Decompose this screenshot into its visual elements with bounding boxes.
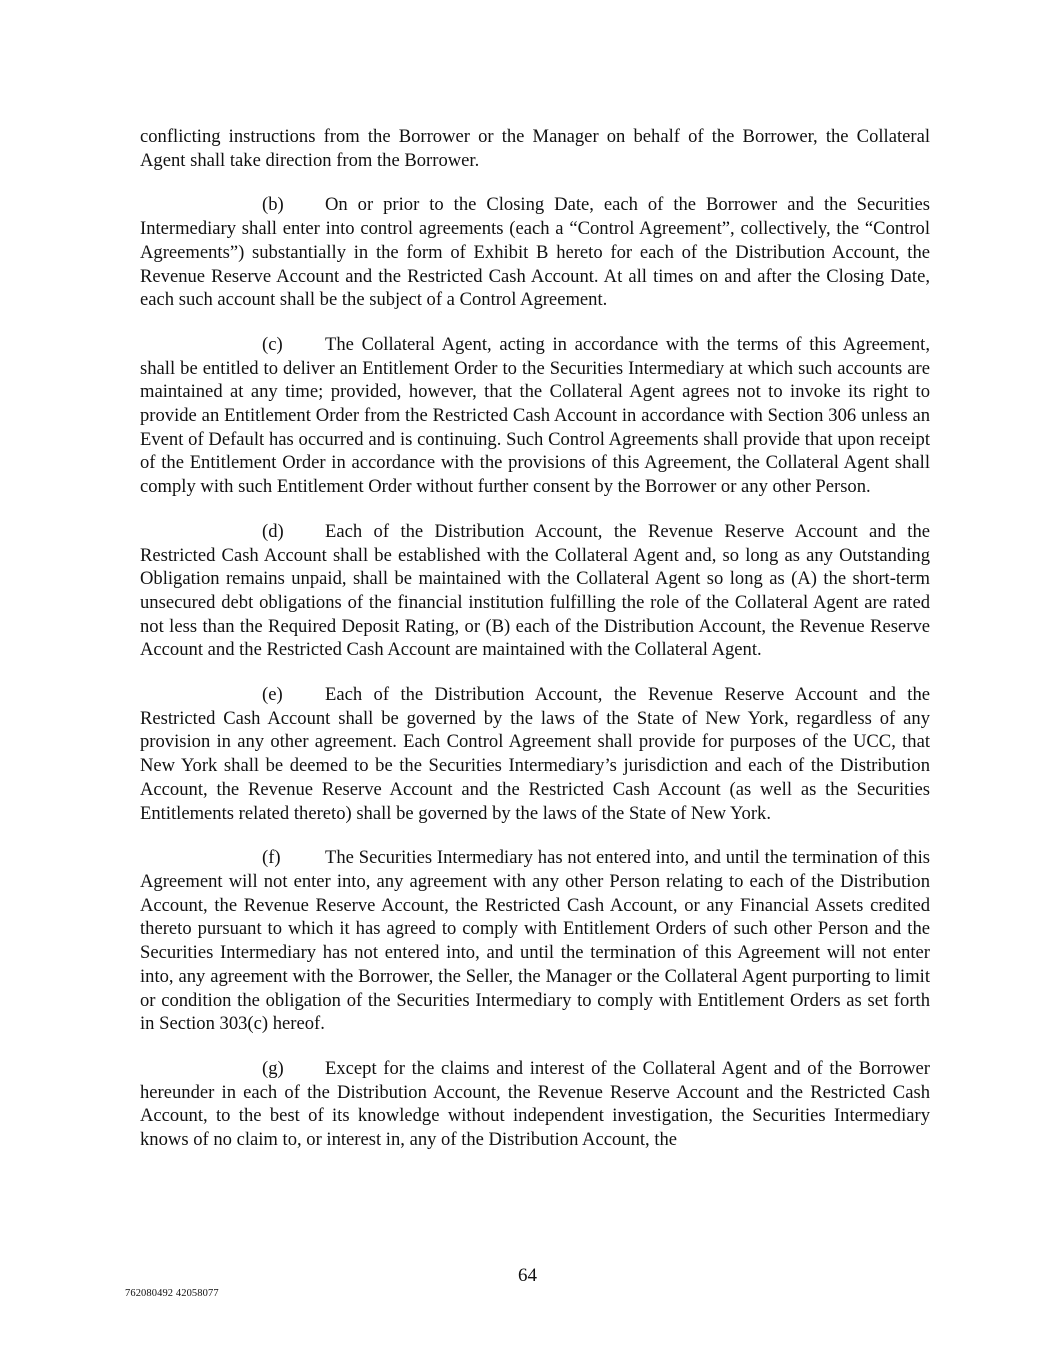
- paragraph-label: (e): [262, 684, 283, 706]
- paragraph-text: The Collateral Agent, acting in accordance with the terms of this Agreement, shall be entitled to deliver an Entitlement Order to the Securities Intermediary at which such accounts are maintained at any time; provided, however, that the Collateral Agent agrees not to invoke its right to provide an Entitlement Order from the Restricted Cash Account in accordance with Section 306 unless an Event of Default has occurred and is continuing. Such Control Agreements shall provide that upon receipt of the Entitlement Order in accordance with the provisions of this Agreement, the Collateral Agent shall comply with such Entitlement Order without further consent by the Borrower or any other Person.: [140, 333, 930, 498]
- paragraph-b: [140, 193, 930, 312]
- page-number: 64: [518, 1265, 537, 1286]
- paragraph-label: (b): [262, 194, 284, 216]
- document-body: [140, 125, 930, 1173]
- paragraph-text: Each of the Distribution Account, the Revenue Reserve Account and the Restricted Cash Account shall be governed by the laws of the State of New York, regardless of any provision in any other agreement. Each Control Agreement shall provide for purposes of the UCC, that New York shall be deemed to be the Securities Intermediary’s jurisdiction and each of the Distribution Account, the Revenue Reserve Account and the Restricted Cash Account (as well as the Securities Entitlements related thereto) shall be governed by the laws of the State of New York.: [140, 684, 930, 824]
- paragraph-e: [140, 683, 930, 825]
- paragraph-g: [140, 1057, 930, 1152]
- paragraph-label: (d): [262, 520, 284, 542]
- paragraph-text: Except for the claims and interest of the Collateral Agent and of the Borrower hereunder in each of the Distribution Account, the Revenue Reserve Account and the Restricted Cash Account, to the best of its knowledge without independent investigation, the Securities Intermediary knows of no claim to, or interest in, any of the Distribution Account, the: [140, 1057, 930, 1151]
- paragraph-label: (c): [262, 333, 283, 355]
- paragraph-text: The Securities Intermediary has not entered into, and until the termination of this Agreement will not enter into, any agreement with any other Person relating to each of the Distribution Account, the Revenue Reserve Account, the Restricted Cash Account, or any Financial Assets credited thereto pursuant to which it has agreed to comply with Entitlement Orders of such other Person and the Securities Intermediary has not entered into, and until the termination of this Agreement will not enter into, any agreement with the Borrower, the Seller, the Manager or the Collateral Agent purporting to limit or condition the obligation of the Securities Intermediary to comply with Entitlement Orders as set forth in Section 303(c) hereof.: [140, 847, 930, 1035]
- document-id-footer: 762080492 42058077: [125, 1288, 219, 1299]
- paragraph-label: (g): [262, 1057, 284, 1079]
- paragraph-f: [140, 846, 930, 1036]
- continued-paragraph: conflicting instructions from the Borrower or the Manager on behalf of the Borrower, the Collateral Agent shall take direction from the Borrower.: [140, 126, 930, 171]
- paragraph-c: [140, 333, 930, 499]
- paragraph-label: (f): [262, 847, 281, 869]
- paragraph-text: On or prior to the Closing Date, each of the Borrower and the Securities Intermediary shall enter into control agreements (each a “Control Agreement”, collectively, the “Control Agreements”) substantially in the form of Exhibit B hereto for each of the Distribution Account, the Revenue Reserve Account and the Restricted Cash Account. At all times on and after the Closing Date, each such account shall be the subject of a Control Agreement.: [140, 194, 930, 311]
- paragraph-d: [140, 520, 930, 662]
- paragraph-text: Each of the Distribution Account, the Revenue Reserve Account and the Restricted Cash Account shall be established with the Collateral Agent and, so long as any Outstanding Obligation remains unpaid, shall be maintained with the Collateral Agent so long as (A) the short-term unsecured debt obligations of the financial institution fulfilling the role of the Collateral Agent are rated not less than the Required Deposit Rating, or (B) each of the Distribution Account, the Revenue Reserve Account and the Restricted Cash Account are maintained with the Collateral Agent.: [140, 520, 930, 661]
